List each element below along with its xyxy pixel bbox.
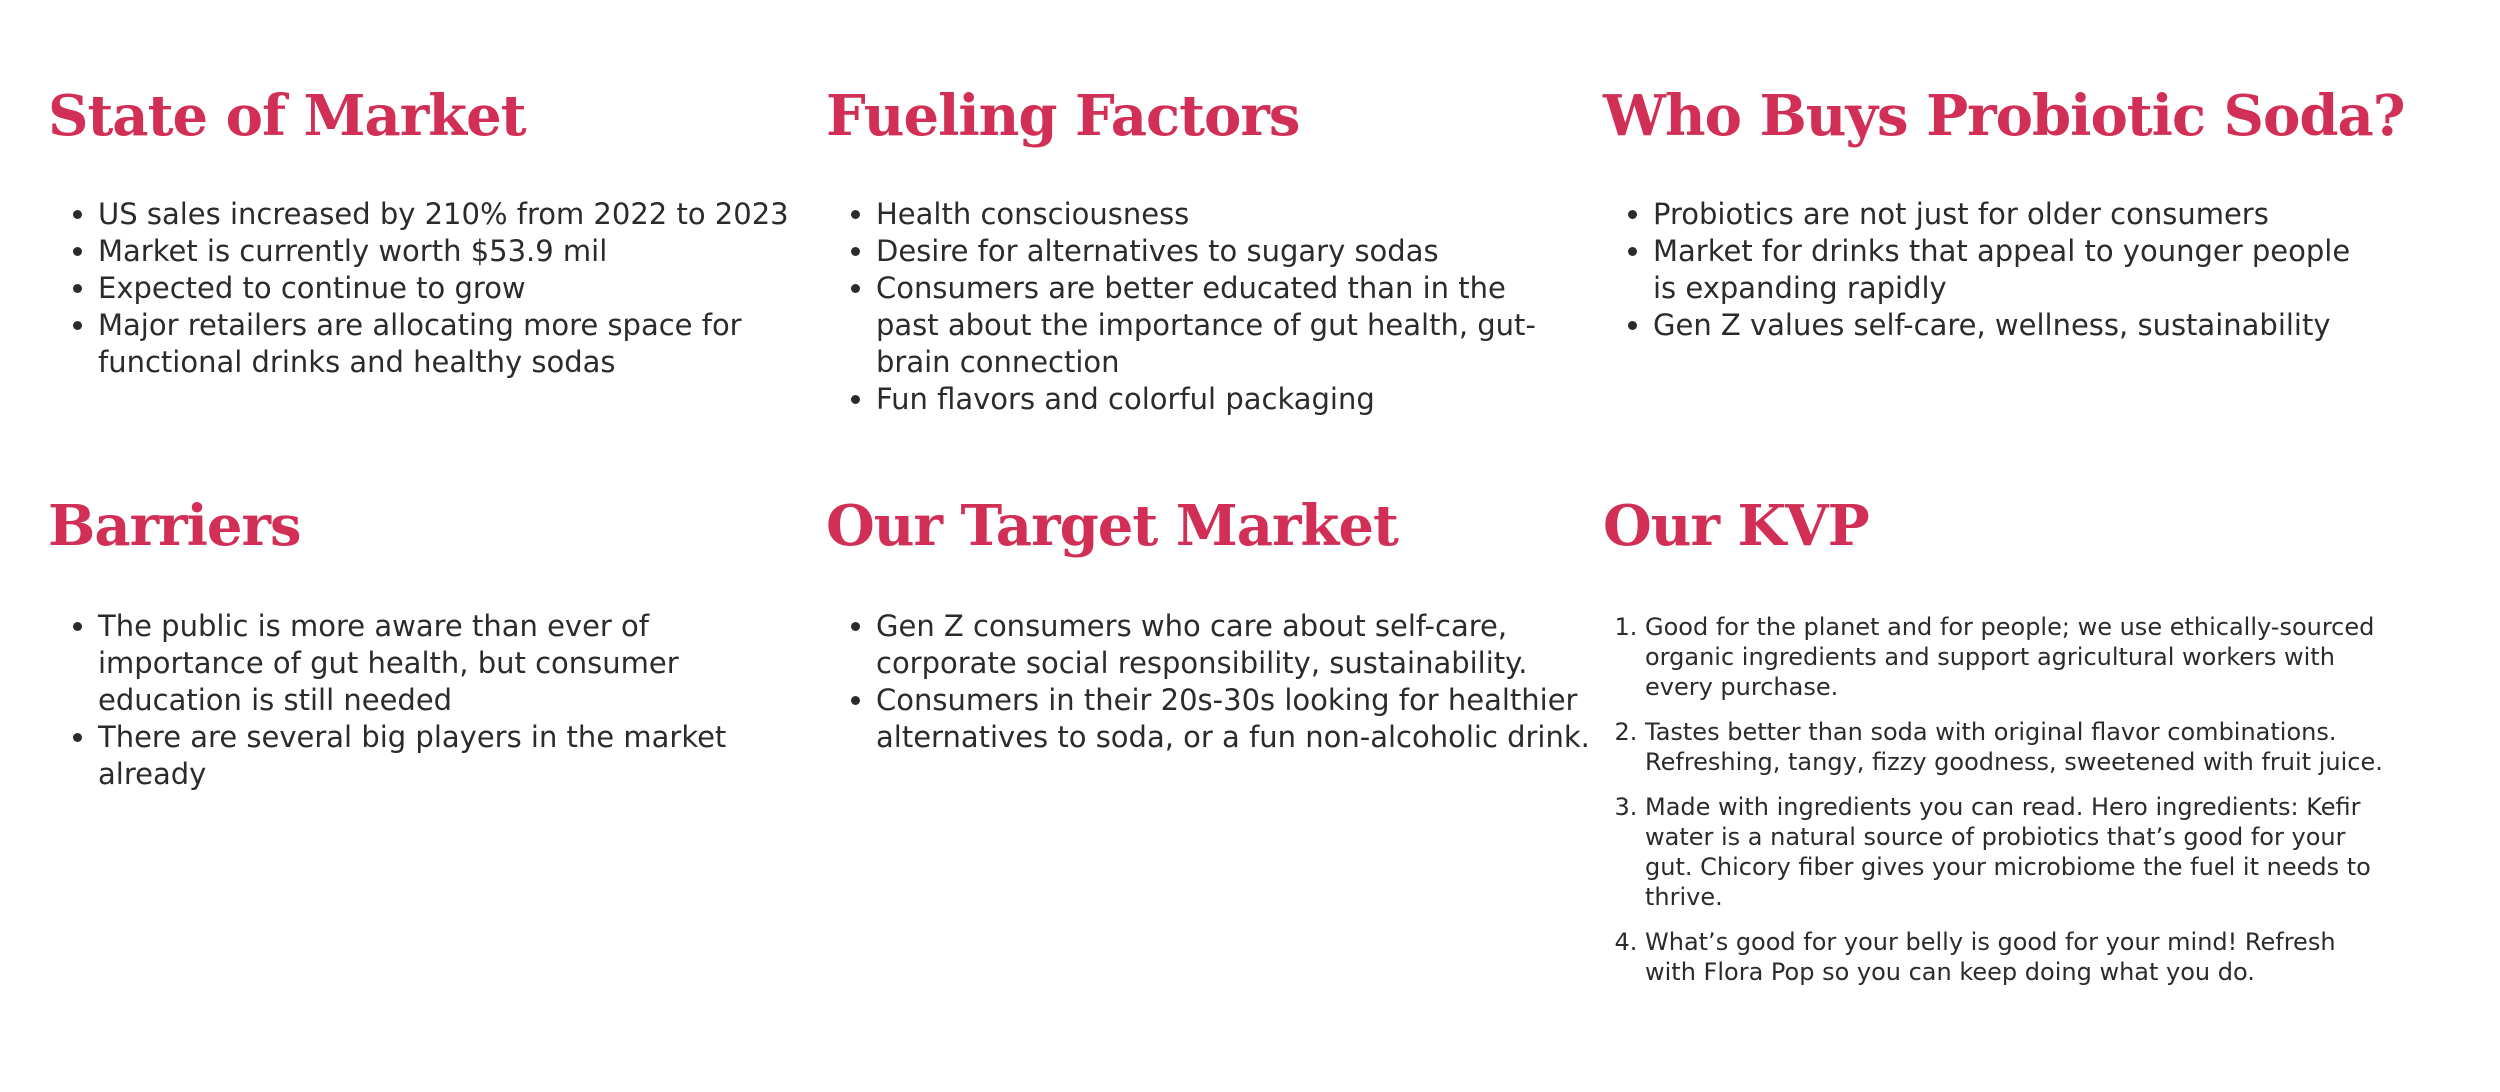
section-barriers: [48, 493, 768, 793]
list-item: • Market for drinks that appeal to younger people is expanding rapidly: [1653, 233, 2373, 307]
section-title: Who Buys Probiotic Soda?: [1603, 83, 2405, 149]
section-title: State of Market: [48, 83, 526, 149]
section-our-kvp: [1603, 493, 2463, 1002]
list-item: • US sales increased by 210% from 2022 to 2023: [98, 196, 798, 233]
section-who-buys: [1603, 83, 2463, 344]
bullet-list: [826, 608, 1616, 756]
section-fueling-factors: [826, 83, 1566, 418]
list-item: • Consumers in their 20s-30s looking for healthier alternatives to soda, or a fun non-alcoholic drink.: [876, 682, 1616, 756]
list-item: • Expected to continue to grow: [98, 270, 798, 307]
numbered-list: [1603, 612, 2385, 987]
list-item: 4. What’s good for your belly is good for your mind! Refresh with Flora Pop so you can keep doing what you do.: [1645, 927, 2385, 987]
list-item: • Health consciousness: [876, 196, 1536, 233]
section-target-market: [826, 493, 1590, 756]
list-item: • Desire for alternatives to sugary sodas: [876, 233, 1536, 270]
bullet-list: [826, 196, 1536, 418]
section-state-of-market: [48, 83, 789, 381]
list-item: • Major retailers are allocating more space for functional drinks and healthy sodas: [98, 307, 798, 381]
list-item: 3. Made with ingredients you can read. Hero ingredients: Kefir water is a natural source of probiotics that’s good for your gut. Chicory fiber gives your microbiome the fuel it needs to thrive.: [1645, 792, 2385, 912]
list-item: • Consumers are better educated than in the past about the importance of gut health, gut-brain connection: [876, 270, 1536, 381]
section-title: Our KVP: [1603, 493, 1869, 559]
list-item: • Gen Z values self-care, wellness, sustainability: [1653, 307, 2373, 344]
list-item: • Market is currently worth $53.9 mil: [98, 233, 798, 270]
bullet-list: [48, 196, 798, 381]
bullet-list: [1603, 196, 2373, 344]
section-title: Fueling Factors: [826, 83, 1300, 149]
list-item: • The public is more aware than ever of importance of gut health, but consumer education is still needed: [98, 608, 798, 719]
list-item: 1. Good for the planet and for people; we use ethically-sourced organic ingredients and support agricultural workers with every purchase.: [1645, 612, 2385, 702]
list-item: • Fun flavors and colorful packaging: [876, 381, 1536, 418]
list-item: 2. Tastes better than soda with original flavor combinations. Refreshing, tangy, fizzy goodness, sweetened with fruit juice.: [1645, 717, 2385, 777]
section-title: Barriers: [48, 493, 301, 559]
bullet-list: [48, 608, 798, 793]
list-item: • Gen Z consumers who care about self-care, corporate social responsibility, sustainability.: [876, 608, 1616, 682]
list-item: • There are several big players in the market already: [98, 719, 798, 793]
list-item: • Probiotics are not just for older consumers: [1653, 196, 2373, 233]
section-title: Our Target Market: [826, 493, 1398, 559]
